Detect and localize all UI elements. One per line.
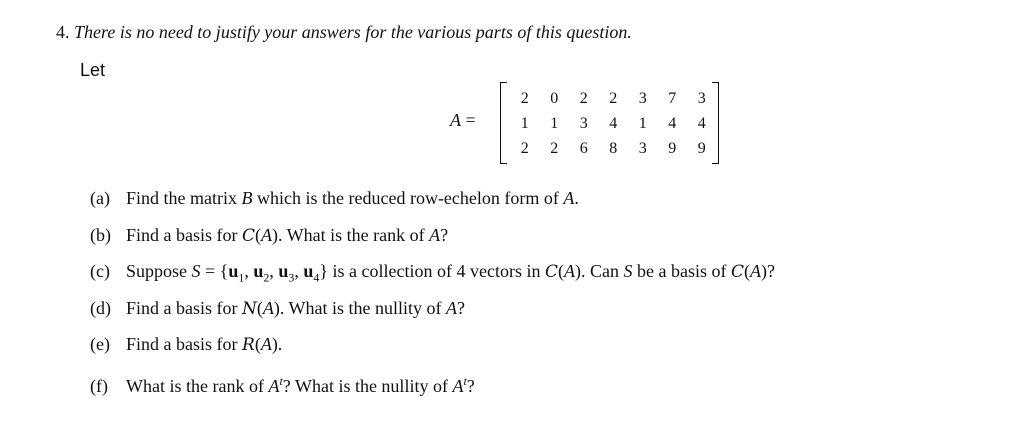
part-c-text-8: )? [760,261,775,282]
part-c-text-5: ). Can [574,261,624,282]
part-f-text-1: What is the rank of [126,375,269,396]
part-a-text [126,188,579,208]
part-c-var-a: A [563,261,575,282]
part-a-label: (a) [90,188,110,208]
part-b-text-1: Find a basis for [126,224,242,245]
part-e [90,332,775,369]
part-c-label: (c) [90,261,110,282]
intro-text: Let [80,60,106,80]
part-d-text-4: ? [457,297,466,318]
vector-u2-index: 2 [263,270,270,285]
vector-u1: u [228,261,239,282]
matrix-definition [450,82,730,162]
part-c-text-7: ( [743,261,750,282]
column-space-symbol: C [730,262,744,283]
part-e-text-2: ( [254,334,261,355]
transpose-superscript: t [463,373,467,388]
matrix-entry: 3 [697,90,706,107]
matrix-entry: 3 [579,115,588,132]
question-parts [90,186,775,406]
question-header [56,22,632,43]
part-e-label: (e) [90,334,110,355]
part-c [90,259,775,296]
part-e-text [126,334,282,354]
part-c-text-2: = { [200,261,229,282]
question-instruction: There is no need to justify your answers for the various parts of this question. [74,22,632,42]
part-f-text-3: ? [466,375,475,396]
matrix-entry: 2 [579,90,588,107]
row-space-symbol: R [242,335,255,356]
transpose-superscript: t [279,373,283,388]
matrix-entry: 2 [520,90,529,107]
column-space-symbol: C [544,262,558,283]
part-a-var-a: A [563,188,575,208]
matrix-equals: = [465,110,476,130]
matrix-label [450,110,476,131]
part-b-label: (b) [90,224,111,245]
part-f-label: (f) [90,375,108,396]
part-f-text [126,373,475,396]
part-c-text-4: ( [557,261,564,282]
matrix-entry: 0 [550,90,559,107]
part-c-text: Suppose $S = \{u_1$, $u_2$, $u_3$, $u_4$} is a collection of 4 vectors in C(A). Can S be a basis of C(A)? [126,261,775,285]
vector-u1-index: 1 [238,270,245,285]
matrix-entry: 2 [609,90,618,107]
part-d-text [126,298,465,318]
part-f-text-2: ? What is the nullity of [282,375,453,396]
matrix-entry: 3 [638,140,647,157]
vector-u2: u [253,261,264,282]
part-e-var-a: A [260,334,272,355]
part-b-text-4: ? [440,224,449,245]
question-number: 4. [56,22,70,42]
part-b-text-3: ). What is the rank of [272,224,430,245]
part-a-var-b: B [241,188,253,208]
matrix-entry: 1 [520,115,529,132]
matrix-entry: 4 [697,115,706,132]
matrix-grid [510,86,717,161]
matrix-entry: 9 [697,140,706,157]
part-d-var-a-2: A [446,297,458,318]
part-d-text-2: ( [256,297,263,318]
vector-u4-index: 4 [313,270,320,285]
part-b-text-2: ( [255,224,262,245]
part-a [90,186,775,223]
matrix-right-bracket [712,82,719,164]
part-a-text-1: Find the matrix [126,188,242,208]
part-b-var-a: A [261,224,273,245]
matrix-entry: 2 [520,140,529,157]
part-c-var-s: S [191,261,201,282]
vector-u3: u [278,261,289,282]
part-e-text-3: ). [271,334,283,355]
part-d-text-1: Find a basis for [126,297,242,318]
part-b-var-a-2: A [429,224,441,245]
part-f-var-a-2: A [452,375,464,396]
column-space-symbol: C [242,225,256,246]
vector-u3-index: 3 [288,270,295,285]
part-c-var-s-2: S [623,261,633,282]
part-c-var-a-2: A [749,261,761,282]
part-f-var-a: A [268,375,280,396]
matrix-entry: 1 [550,115,559,132]
part-b-text [126,225,448,245]
part-f [90,369,775,406]
matrix-entry: 1 [638,115,647,132]
matrix-entry: 3 [638,90,647,107]
matrix-entry: 7 [668,90,677,107]
matrix-name: A [450,110,461,130]
part-c-text-6: be a basis of [632,261,731,282]
part-d-text-3: ). What is the nullity of [273,297,447,318]
part-c-text-3: } is a collection of 4 vectors in [319,261,545,282]
matrix-entry: 4 [668,115,677,132]
part-d-label: (d) [90,297,111,318]
part-a-text-3: . [574,188,579,208]
matrix-entry: 6 [579,140,588,157]
matrix-entry: 9 [668,140,677,157]
part-d-var-a: A [262,297,274,318]
part-b [90,223,775,260]
part-c-text-1: Suppose [126,261,192,282]
part-a-text-2: which is the reduced row-echelon form of [252,188,564,208]
vector-u4: u [303,261,314,282]
matrix-entry: 2 [550,140,559,157]
part-d [90,296,775,333]
part-e-text-1: Find a basis for [126,334,242,355]
matrix-left-bracket [500,82,507,164]
matrix-entry: 8 [609,140,618,157]
matrix-entry: 4 [609,115,618,132]
null-space-symbol: N [242,298,257,319]
